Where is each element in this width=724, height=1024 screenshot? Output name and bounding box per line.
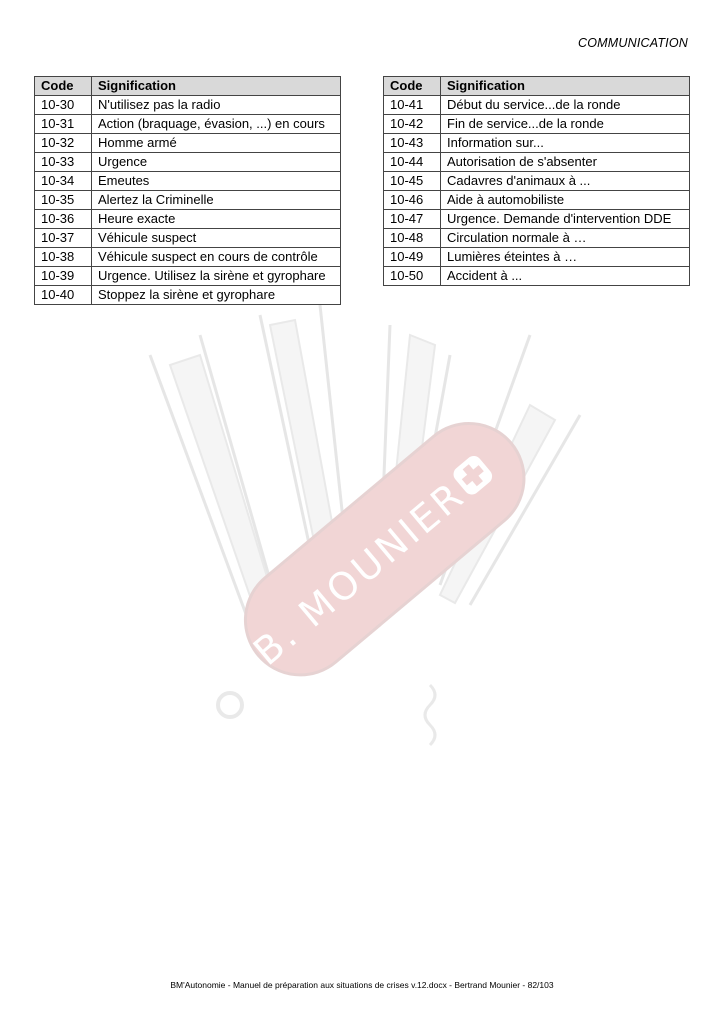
table-row bbox=[35, 96, 341, 115]
table-row bbox=[35, 229, 341, 248]
meaning-cell: Heure exacte bbox=[92, 210, 341, 229]
table-row bbox=[384, 96, 690, 115]
code-cell: 10-30 bbox=[35, 96, 92, 115]
meaning-cell: Homme armé bbox=[92, 134, 341, 153]
table-row bbox=[35, 153, 341, 172]
code-cell: 10-48 bbox=[384, 229, 441, 248]
meaning-cell: Urgence. Utilisez la sirène et gyrophare bbox=[92, 267, 341, 286]
code-cell: 10-40 bbox=[35, 286, 92, 305]
meaning-cell: Aide à automobiliste bbox=[441, 191, 690, 210]
table-row bbox=[35, 172, 341, 191]
watermark-handle bbox=[223, 401, 547, 697]
code-cell: 10-31 bbox=[35, 115, 92, 134]
code-cell: 10-36 bbox=[35, 210, 92, 229]
code-cell: 10-46 bbox=[384, 191, 441, 210]
meaning-cell: Stoppez la sirène et gyrophare bbox=[92, 286, 341, 305]
code-cell: 10-50 bbox=[384, 267, 441, 286]
code-cell: 10-45 bbox=[384, 172, 441, 191]
table-row bbox=[35, 267, 341, 286]
swiss-knife-watermark bbox=[110, 295, 630, 765]
table-row bbox=[384, 134, 690, 153]
meaning-cell: Accident à ... bbox=[441, 267, 690, 286]
code-cell: 10-35 bbox=[35, 191, 92, 210]
code-cell: 10-42 bbox=[384, 115, 441, 134]
meaning-cell: Emeutes bbox=[92, 172, 341, 191]
meaning-cell: Urgence bbox=[92, 153, 341, 172]
watermark-text: B. MOUNIER bbox=[245, 472, 474, 674]
table-row bbox=[35, 248, 341, 267]
header-signification: Signification bbox=[92, 77, 341, 96]
section-title: COMMUNICATION bbox=[578, 36, 688, 50]
meaning-cell: Circulation normale à … bbox=[441, 229, 690, 248]
meaning-cell: Urgence. Demande d'intervention DDE bbox=[441, 210, 690, 229]
meaning-cell: Action (braquage, évasion, ...) en cours bbox=[92, 115, 341, 134]
meaning-cell: Véhicule suspect bbox=[92, 229, 341, 248]
table-row bbox=[35, 134, 341, 153]
code-cell: 10-32 bbox=[35, 134, 92, 153]
code-cell: 10-39 bbox=[35, 267, 92, 286]
table-row bbox=[35, 115, 341, 134]
codes-table-left bbox=[34, 76, 341, 305]
table-row bbox=[35, 286, 341, 305]
code-cell: 10-44 bbox=[384, 153, 441, 172]
meaning-cell: Alertez la Criminelle bbox=[92, 191, 341, 210]
code-cell: 10-41 bbox=[384, 96, 441, 115]
meaning-cell: Véhicule suspect en cours de contrôle bbox=[92, 248, 341, 267]
code-cell: 10-37 bbox=[35, 229, 92, 248]
code-cell: 10-38 bbox=[35, 248, 92, 267]
table-row bbox=[384, 172, 690, 191]
header-code: Code bbox=[384, 77, 441, 96]
table-row bbox=[384, 267, 690, 286]
table-row bbox=[384, 115, 690, 134]
table-row bbox=[35, 191, 341, 210]
code-cell: 10-33 bbox=[35, 153, 92, 172]
codes-table-right bbox=[383, 76, 690, 286]
table-row bbox=[384, 229, 690, 248]
table-row bbox=[384, 153, 690, 172]
header-signification: Signification bbox=[441, 77, 690, 96]
meaning-cell: Cadavres d'animaux à ... bbox=[441, 172, 690, 191]
header-code: Code bbox=[35, 77, 92, 96]
table-header-row bbox=[384, 77, 690, 96]
table-row bbox=[35, 210, 341, 229]
table-row bbox=[384, 248, 690, 267]
code-cell: 10-34 bbox=[35, 172, 92, 191]
meaning-cell: Fin de service...de la ronde bbox=[441, 115, 690, 134]
meaning-cell: Autorisation de s'absenter bbox=[441, 153, 690, 172]
meaning-cell: Lumières éteintes à … bbox=[441, 248, 690, 267]
code-cell: 10-43 bbox=[384, 134, 441, 153]
code-cell: 10-49 bbox=[384, 248, 441, 267]
table-row bbox=[384, 210, 690, 229]
page-footer: BM'Autonomie - Manuel de préparation aux situations de crises v.12.docx - Bertrand Mounier - 82/103 bbox=[170, 980, 554, 990]
table-header-row bbox=[35, 77, 341, 96]
meaning-cell: N'utilisez pas la radio bbox=[92, 96, 341, 115]
table-row bbox=[384, 191, 690, 210]
code-cell: 10-47 bbox=[384, 210, 441, 229]
meaning-cell: Début du service...de la ronde bbox=[441, 96, 690, 115]
meaning-cell: Information sur... bbox=[441, 134, 690, 153]
